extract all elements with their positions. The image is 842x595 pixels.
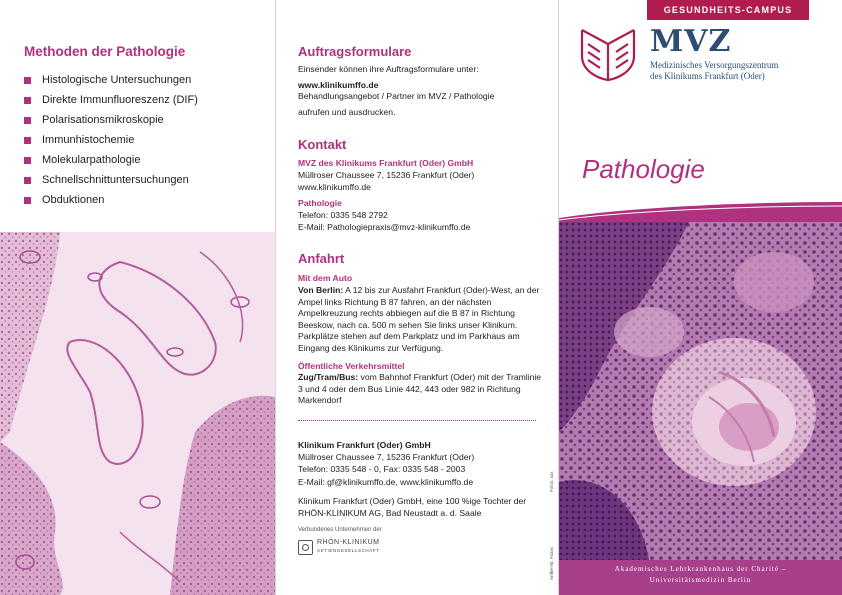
mvz-subtitle-line-1: Medizinisches Versorgungszentrum: [650, 60, 779, 70]
methods-list: [24, 70, 198, 210]
contact-web[interactable]: www.klinikumffo.de: [298, 182, 371, 192]
public-label: Zug/Tram/Bus:: [298, 372, 359, 382]
forms-text-3: aufrufen und ausdrucken.: [298, 107, 396, 117]
campus-badge: GESUNDHEITS-CAMPUS: [647, 0, 809, 20]
bullet-square-icon: [24, 137, 31, 144]
panel-contact: [276, 0, 558, 595]
bullet-square-icon: [24, 117, 31, 124]
rhoen-sub: AKTIENGESELLSCHAFT: [317, 548, 380, 553]
method-label: Molekularpathologie: [42, 154, 141, 166]
public-heading: Öffentliche Verkehrsmittel: [298, 361, 405, 371]
rhoen-name: RHÖN-KLINIKUM: [317, 539, 380, 546]
histology-image-cover: [559, 222, 842, 560]
method-item: [24, 90, 198, 110]
rhoen-logo: [298, 539, 380, 555]
method-item: [24, 170, 198, 190]
wave-band: [559, 202, 842, 222]
klinikum-address: Müllroser Chaussee 7, 15236 Frankfurt (Oder): [298, 452, 475, 462]
method-item: [24, 190, 198, 210]
contact-phone: Telefon: 0335 548 2792: [298, 210, 388, 220]
method-item: [24, 70, 198, 90]
footer-line-2: Universitätsmedizin Berlin: [649, 576, 752, 584]
verbund-label: Verbundenes Unternehmen der: [298, 527, 382, 533]
klinikum-note: Klinikum Frankfurt (Oder) GmbH, eine 100 %ige Tochter der RHÖN-KLINIKUM AG, Bad Neustadt a. d. Saale: [298, 496, 527, 518]
contact-dept: Pathologie: [298, 198, 342, 208]
klinikum-email[interactable]: E-Mail: gf@klinikumffo.de, www.klinikumffo.de: [298, 477, 474, 487]
contact-org: MVZ des Klinikums Frankfurt (Oder) GmbH: [298, 158, 474, 168]
mvz-subtitle: [650, 60, 778, 82]
bullet-square-icon: [24, 97, 31, 104]
method-label: Histologische Untersuchungen: [42, 74, 192, 86]
method-label: Schnellschnittuntersuchungen: [42, 174, 189, 186]
bullet-square-icon: [24, 197, 31, 204]
forms-url[interactable]: www.klinikumffo.de: [298, 80, 379, 90]
forms-text-2: Behandlungsangebot / Partner im MVZ / Pathologie: [298, 91, 495, 101]
method-label: Obduktionen: [42, 194, 105, 206]
footer-line-1: Akademisches Lehrkrankenhaus der Charité –: [614, 565, 787, 573]
mvz-logo-icon: [578, 26, 638, 82]
car-directions: [298, 285, 548, 355]
directions-heading: Anfahrt: [298, 251, 345, 266]
photo-credit: Fotos: xxx: [549, 471, 554, 492]
method-label: Immunhistochemie: [42, 134, 135, 146]
method-label: Direkte Immunfluoreszenz (DIF): [42, 94, 198, 106]
method-label: Polarisationsmikroskopie: [42, 114, 164, 126]
public-text: vom Bahnhof Frankfurt (Oder) mit der Tramlinie 3 und 4 oder dem Bus Linie 442, 443 oder 982 in Richtung Markendorf: [298, 372, 542, 406]
mvz-wordmark: MVZ: [650, 24, 732, 59]
public-directions: [298, 372, 548, 407]
contact-heading: Kontakt: [298, 137, 347, 152]
method-item: [24, 110, 198, 130]
bullet-square-icon: [24, 157, 31, 164]
rhoen-icon: [298, 540, 313, 555]
car-heading: Mit dem Auto: [298, 273, 353, 283]
bullet-square-icon: [24, 77, 31, 84]
histology-image-left: [0, 232, 275, 595]
method-item: [24, 150, 198, 170]
methods-heading: Methoden der Pathologie: [24, 44, 186, 59]
car-label: Von Berlin:: [298, 285, 344, 295]
klinikum-name: Klinikum Frankfurt (Oder) GmbH: [298, 440, 431, 450]
panel-methods: [0, 0, 275, 595]
car-text: A 12 bis zur Ausfahrt Frankfurt (Oder)-West, an der Ampel links Richtung B 87 fahren, an der nächsten Ampelkreuzung rechts abbiegen auf die B 87 in Richtung Beeskow, nach ca. 500 m sehen Sie links unser Klinikum. Parkplätze stehen auf dem Parkplatz und im Parkhaus am Eingang des Klinikums zur Verfügung.: [298, 285, 540, 353]
mvz-subtitle-line-2: des Klinikums Frankfurt (Oder): [650, 71, 765, 81]
forms-heading: Auftragsformulare: [298, 44, 412, 59]
contact-email[interactable]: E-Mail: Pathologiepraxis@mvz-klinikumffo.de: [298, 222, 471, 232]
footer-band: [559, 560, 842, 595]
divider: [298, 420, 536, 421]
klinikum-phone: Telefon: 0335 548 - 0, Fax: 0335 548 - 2003: [298, 464, 466, 474]
method-item: [24, 130, 198, 150]
forms-text-1: Einsender können ihre Auftragsformulare unter:: [298, 64, 479, 74]
article-number: Artikel-Nr. Fxxxx: [549, 547, 554, 580]
contact-address: Müllroser Chaussee 7, 15236 Frankfurt (Oder): [298, 170, 475, 180]
cover-title: Pathologie: [582, 154, 705, 184]
bullet-square-icon: [24, 177, 31, 184]
